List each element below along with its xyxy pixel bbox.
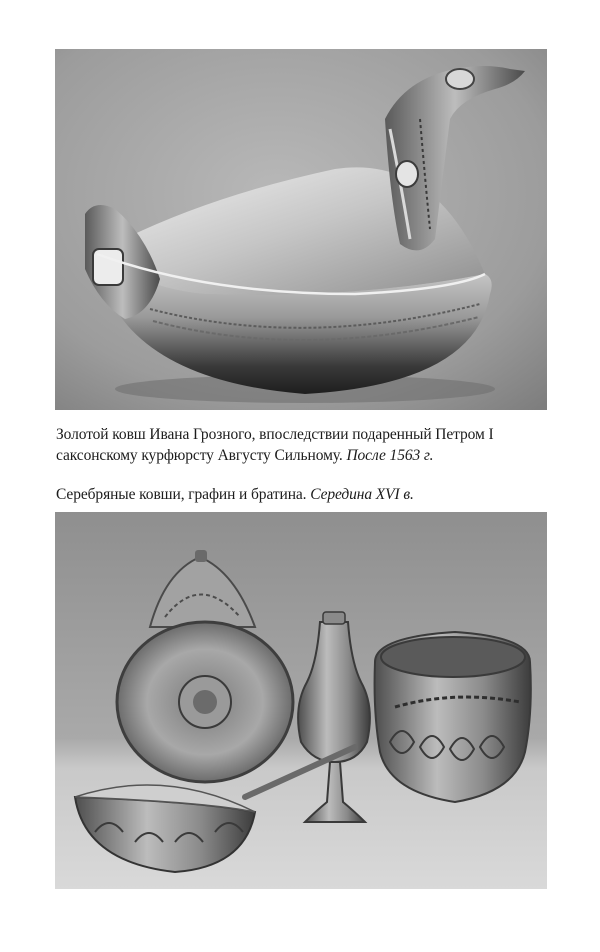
handle-medallion bbox=[396, 161, 418, 187]
top-caption-line2: саксонскому курфюрсту Августу Сильному. bbox=[56, 447, 347, 464]
silver-vessels-photo bbox=[55, 512, 547, 889]
golden-kovsh-photo bbox=[55, 49, 547, 410]
bottom-caption-text: Серебряные ковши, графин и братина. bbox=[56, 486, 311, 503]
carafe-neck bbox=[323, 612, 345, 624]
top-caption bbox=[56, 424, 556, 466]
bratina-rim bbox=[381, 637, 525, 677]
bottom-caption bbox=[56, 484, 556, 505]
silver-vessels-illustration bbox=[55, 512, 547, 889]
golden-kovsh-illustration bbox=[55, 49, 547, 410]
handle-finial bbox=[195, 550, 207, 562]
top-caption-line1: Золотой ковш Ивана Грозного, впоследствии подаренный Петром I bbox=[56, 426, 494, 443]
bottom-caption-date: Середина XVI в. bbox=[310, 486, 414, 503]
handle-gem bbox=[446, 69, 474, 89]
top-caption-date: После 1563 г. bbox=[346, 447, 434, 464]
